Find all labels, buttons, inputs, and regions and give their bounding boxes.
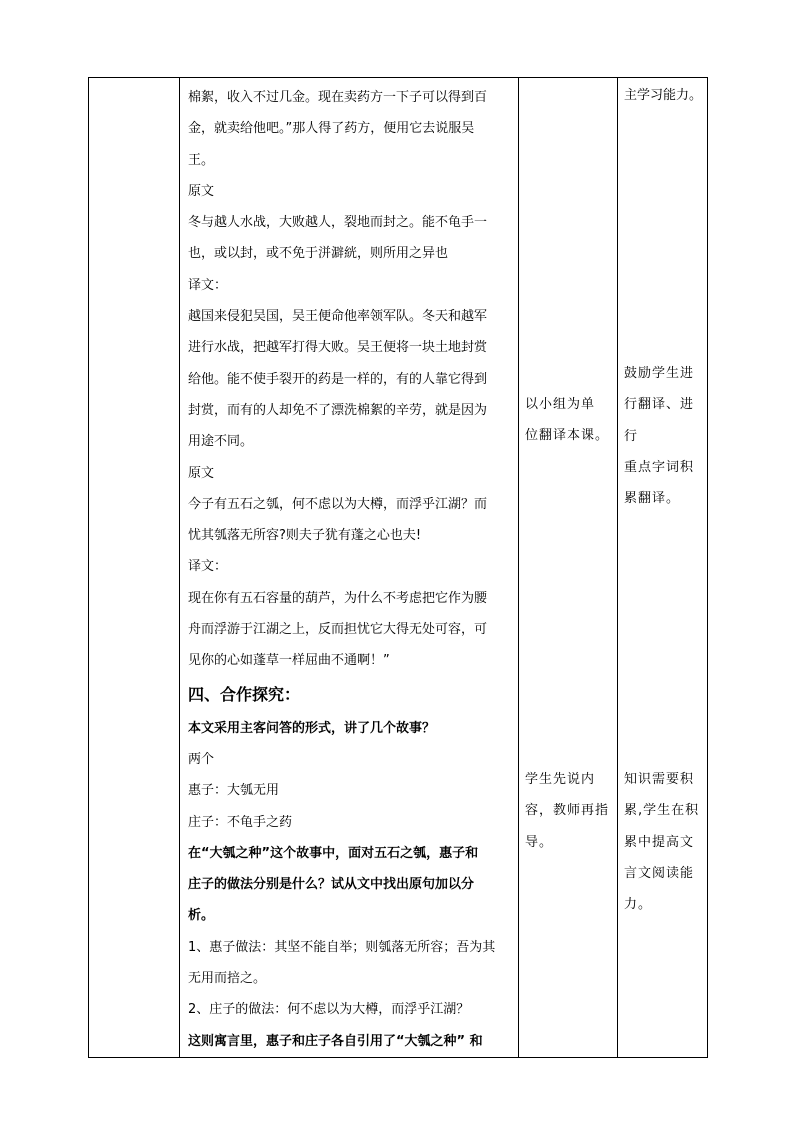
content-line: 现在你有五石容量的葫芦，为什么不考虑把它作为腰 [188,590,488,606]
content-line: 用途不同。 [188,434,254,450]
content-line: 今子有五石之瓠，何不虑以为大樽，而浮乎江湖？而 [188,496,488,512]
lesson-plan-table [88,77,708,1058]
content-line: 译文： [188,277,228,293]
note-line: 累,学生在积 [624,803,700,819]
content-line: 1、惠子做法：其坚不能自举；则瓠落无所容；吾为其 [188,939,496,955]
note-line: 主学习能力。 [624,88,703,103]
content-line: 见你的心如蓬草一样屈曲不通啊！” [188,653,390,669]
note-line: 位翻译本课。 [525,428,610,444]
content-line: 惠子：大瓠无用 [188,783,280,799]
content-line: 析。 [188,908,215,924]
intent-note [624,764,703,920]
note-line: 重点字词积 [624,459,695,475]
table-row [89,78,708,1058]
content-line: 2、庄子的做法：何不虑以为大樽，而浮乎江湖？ [188,1002,470,1018]
content-line: 本文采用主客问答的形式，讲了几个故事？ [188,720,436,736]
content-line: 庄子：不龟手之药 [188,814,293,830]
note-line: 言文阅读能 [624,865,695,881]
content-line: 金，就卖给他吧。”那人得了药方，便用它去说服吴 [188,121,475,137]
note-line: 力。 [624,897,653,913]
note-line: 以小组为单 [525,397,596,412]
content-line: 在“大瓠之种”这个故事中，面对五石之瓠，惠子和 [188,845,479,861]
content-line: 这则寓言里，惠子和庄子各自引用了“大瓠之种” 和 [188,1033,483,1049]
activity-note [525,764,613,858]
content-line: 原文 [188,465,215,481]
content-line: 进行水战，把越军打得大败。吴王便将一块土地封赏 [188,340,488,356]
teaching-content-cell [180,78,519,1058]
content-line: 原文 [188,183,215,199]
empty-column-cell [89,78,180,1058]
content-line: 两个 [188,751,215,767]
design-intent-cell [618,78,708,1058]
note-line: 累中提高文 [624,834,695,850]
content-line: 棉絮，收入不过几金。现在卖药方一下子可以得到百 [188,90,488,105]
content-line: 也，或以封，或不免于洴澼絖，则所用之异也 [188,246,449,262]
intent-note [624,80,703,111]
content-line: 封赏，而有的人却免不了漂洗棉絮的辛劳，就是因为 [188,402,488,418]
content-line: 越国来侵犯吴国，吴王便命他率领军队。冬天和越军 [188,309,488,325]
content-line: 王。 [188,152,215,168]
student-activity-cell [519,78,618,1058]
intent-note [624,358,703,514]
note-line: 容，教师再指 [525,803,610,819]
teaching-content-text [180,78,518,1057]
note-line: 累翻译。 [624,491,681,507]
content-line: 忧其瓠落无所容?则夫子犹有蓬之心也夫! [188,528,422,544]
note-line: 行翻译、进行 [624,397,695,444]
activity-note [525,389,613,452]
content-line: 译文： [188,559,228,575]
content-line: 舟而浮游于江湖之上，反而担忧它大得无处可容，可 [188,622,488,638]
note-line: 鼓励学生进 [624,366,695,381]
note-line: 学生先说内 [525,772,596,787]
content-line: 给他。能不使手裂开的药是一样的，有的人靠它得到 [188,371,488,387]
section-heading: 四、合作探究： [188,684,301,704]
content-line: 冬与越人水战，大败越人，裂地而封之。能不龟手一 [188,215,488,231]
note-line: 知识需要积 [624,772,695,787]
note-line: 导。 [525,834,554,850]
content-line: 庄子的做法分别是什么？试从文中找出原句加以分 [188,877,475,893]
content-line: 无用而掊之。 [188,971,267,987]
